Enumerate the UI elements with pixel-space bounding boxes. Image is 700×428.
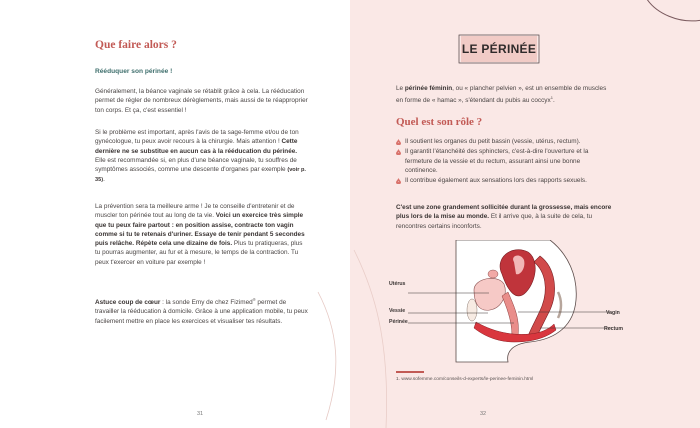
label-perinee: Périnée (389, 319, 408, 325)
text-span: Et il arrive que, à la suite de cela, tu rencontres certains inconforts. (396, 213, 593, 230)
label-vessie: Vessie (389, 308, 406, 314)
page-number-right: 32 (480, 411, 487, 417)
drop-icon (396, 178, 401, 185)
text-span: La prévention sera ta meilleure arme ! Je te conseille d'entretenir et de muscler ton périnée tout au long de ta vie. (95, 203, 295, 220)
exercise-instructions: Voici un exercice très simple que tu peux faire partout : en position assise, contracte ton vagin comme si tu te retenais d'uriner. Essaye de tenir pendant 5 secondes puis relâche. Répète cela une dizaine de fois. (95, 212, 305, 248)
highlight-bold: C'est une zone grandement sollicitée durant la grossesse, mais encore plus lors de la mise au monde. (396, 204, 612, 221)
role-list (396, 137, 612, 186)
list-item-text: Il contribue également aux sensations lors des rapports sexuels. (405, 177, 587, 185)
paragraph-reeducation: Généralement, la béance vaginale se rétablit grâce à cela. La rééducation permet de régler de nombreux dérèglements, mais aussi de te réapproprier ton corps. Et ça, c'est essentiel ! (95, 88, 308, 114)
footnote (396, 377, 533, 382)
tip-label: Astuce coup de cœur (95, 299, 161, 307)
role-heading: Quel est son rôle ? (396, 116, 483, 128)
list-item (396, 147, 612, 175)
paragraph-astuce (95, 295, 309, 326)
footnote-rule (396, 371, 424, 373)
drop-icon (396, 149, 401, 156)
text-span: Si le problème est important, après l'avis de ta sage-femme et/ou de ton gynécologue, tu peux avoir recours à la chirurgie. Mais attention ! (95, 129, 299, 146)
footnote-url[interactable]: www.sofemme.com/conseils-d-experts/le-perinee-feminin.html (401, 377, 534, 382)
text-span: : la sonde Emy de chez Fizimed (160, 299, 253, 307)
text-span: Plus tu pratiqueras, plus tu pourras augmenter, au fur et à mesure, le temps de la contraction. Tu peux t'exercer en voiture par exemple ! (95, 240, 303, 266)
title-banner (461, 36, 537, 62)
page-number-left: 31 (197, 411, 204, 417)
drop-icon (396, 139, 401, 146)
right-page (350, 0, 700, 428)
registered-mark: ® (252, 297, 256, 302)
footnote-ref[interactable]: 1 (550, 95, 553, 101)
page-heading: Que faire alors ? (95, 39, 177, 51)
text-span: Elle est recommandée si, en plus d'une béance vaginale, tu souffres de symptômes associés, comme une descente d'organes par exemple (95, 156, 297, 174)
highlight-paragraph (396, 203, 612, 231)
anatomy-diagram (390, 240, 630, 368)
bold-warning: Cette dernière ne se substitue en aucun cas à la rééducation du périnée. (95, 138, 298, 155)
term-perinee: périnée féminin (404, 85, 453, 92)
label-vagin: Vagin (606, 310, 620, 316)
text-span: . (552, 97, 555, 105)
list-item (396, 137, 612, 146)
label-uterus: Utérus (389, 281, 406, 287)
section-subheading: Rééduquer son périnée ! (95, 68, 173, 75)
text-span: . (103, 176, 105, 184)
footnote-number: 1. (396, 377, 401, 382)
list-item-text: Il soutient les organes du petit bassin (vessie, utérus, rectum). (405, 138, 581, 145)
banner-title: LE PÉRINÉE (461, 42, 537, 56)
paragraph-chirurgie (95, 128, 309, 186)
list-item-text: Il garantit l'étanchéité des sphincters, c'est-à-dire l'ouverture et la fermeture de la vessie et du rectum, assurant ainsi une bonne continence. (405, 148, 589, 174)
page-reference-link[interactable]: (voir p. 35) (95, 167, 306, 184)
label-rectum: Rectum (604, 326, 624, 332)
list-item (396, 176, 612, 185)
paragraph-prevention (95, 202, 309, 267)
intro-paragraph (396, 84, 611, 106)
text-span: , ou « plancher pelvien », est un ensemble de muscles en forme de « hamac », s'étendant du pubis au coccyx (396, 85, 607, 105)
text-span: Le (396, 85, 405, 92)
text-span: permet de travailler la rééducation à domicile. Grâce à une application mobile, tu peux facilement mettre en place les exercices et visualiser tes résultats. (95, 299, 308, 325)
pelvis-illustration (390, 240, 630, 368)
